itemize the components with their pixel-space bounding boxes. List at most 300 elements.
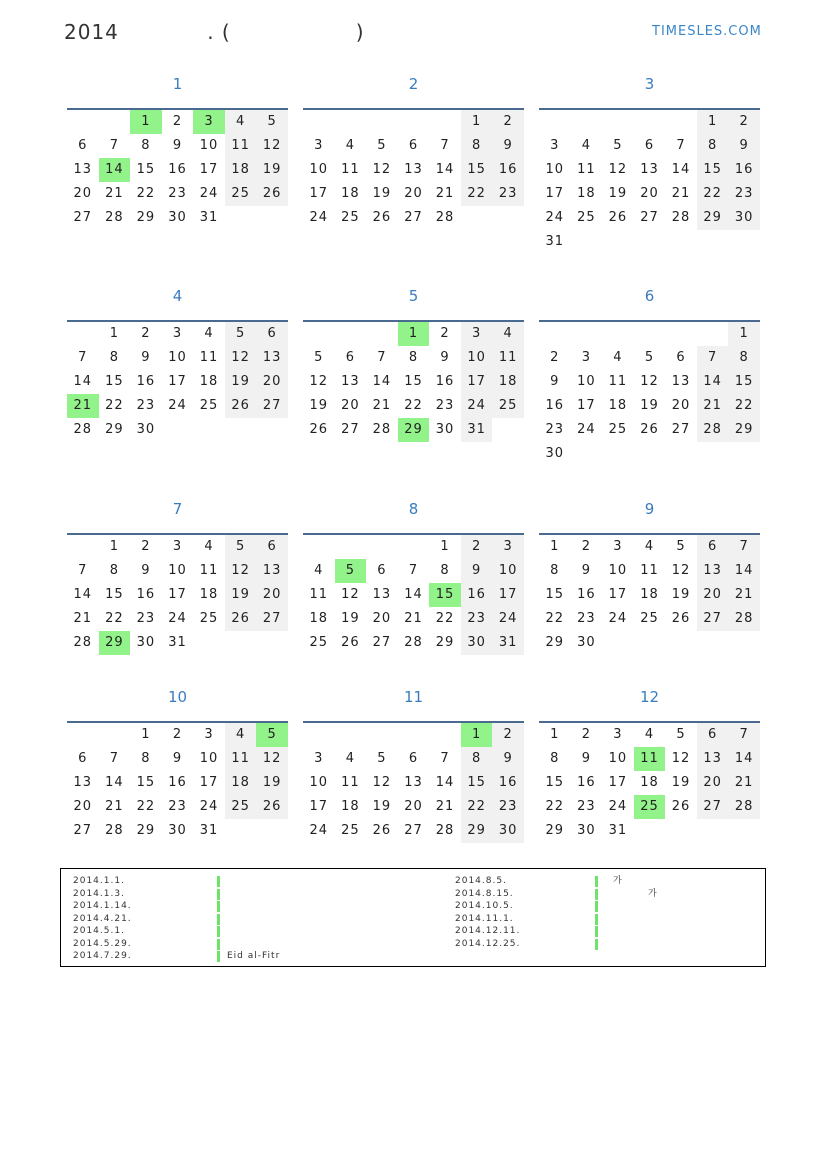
day-cell: 1 bbox=[550, 539, 560, 554]
day-cell: 21 bbox=[697, 394, 729, 418]
day-cell: 16 bbox=[492, 771, 524, 795]
day-cell: 11 bbox=[309, 587, 329, 602]
day-cell: 11 bbox=[341, 162, 360, 177]
day-cell: 28 bbox=[728, 795, 760, 819]
month-8 bbox=[303, 497, 524, 655]
day-cell: 6 bbox=[697, 535, 729, 559]
day-cell: 6 bbox=[676, 350, 686, 365]
day-cell: 6 bbox=[256, 535, 288, 559]
day-cell: 18 bbox=[640, 775, 659, 790]
day-cell: 21 bbox=[105, 186, 124, 201]
month-9 bbox=[539, 497, 760, 655]
day-cell: 28 bbox=[697, 418, 729, 442]
day-cell: 22 bbox=[105, 611, 124, 626]
day-cell: 22 bbox=[136, 186, 156, 201]
day-cell: 16 bbox=[461, 583, 493, 607]
day-cell: 3 bbox=[314, 138, 324, 153]
day-cell: 17 bbox=[168, 374, 187, 389]
day-cell: 4 bbox=[225, 723, 257, 747]
day-cell: 20 bbox=[256, 370, 288, 394]
day-cell: 20 bbox=[671, 398, 691, 413]
day-cell: 9 bbox=[141, 563, 151, 578]
day-cell: 7 bbox=[440, 138, 450, 153]
day-cell: 10 bbox=[461, 346, 493, 370]
day-cell: 9 bbox=[550, 374, 560, 389]
day-cell: 4 bbox=[492, 322, 524, 346]
day-cell: 5 bbox=[644, 350, 655, 365]
day-cell: 28 bbox=[435, 210, 455, 225]
day-cell: 13 bbox=[341, 374, 360, 389]
empty-cell bbox=[571, 110, 603, 134]
day-cell: 27 bbox=[697, 795, 729, 819]
empty-cell bbox=[571, 322, 603, 346]
holiday-list bbox=[60, 868, 766, 967]
day-cell: 18 bbox=[225, 158, 257, 182]
day-cell: 27 bbox=[256, 607, 288, 631]
day-cell: 20 bbox=[404, 799, 423, 814]
day-cell: 8 bbox=[141, 138, 151, 153]
day-cell: 12 bbox=[372, 162, 392, 177]
holiday-marker bbox=[217, 939, 220, 950]
month-title: 1 bbox=[172, 75, 183, 93]
day-cell: 22 bbox=[136, 799, 156, 814]
day-cell: 24 bbox=[199, 186, 219, 201]
day-cell: 8 bbox=[141, 751, 151, 766]
day-cell: 10 bbox=[608, 751, 628, 766]
day-cell: 7 bbox=[676, 138, 686, 153]
day-cell: 30 bbox=[492, 819, 524, 843]
day-cell: 14 bbox=[105, 775, 124, 790]
day-cell: 19 bbox=[256, 158, 288, 182]
day-cell: 11 bbox=[225, 747, 257, 771]
day-cell: 11 bbox=[577, 162, 596, 177]
day-cell: 18 bbox=[492, 370, 524, 394]
day-cell: 16 bbox=[577, 775, 596, 790]
day-cell: 6 bbox=[408, 138, 419, 153]
day-cell: 3 bbox=[492, 535, 524, 559]
empty-cell bbox=[398, 723, 430, 747]
holiday-day-cell: 14 bbox=[99, 158, 131, 182]
day-cell: 27 bbox=[671, 422, 691, 437]
day-cell: 6 bbox=[345, 350, 355, 365]
day-cell: 29 bbox=[105, 422, 124, 437]
day-cell: 14 bbox=[671, 162, 691, 177]
month-7 bbox=[67, 497, 288, 655]
day-cell: 5 bbox=[377, 751, 387, 766]
day-cell: 18 bbox=[608, 398, 628, 413]
month-grid bbox=[67, 721, 288, 843]
empty-cell bbox=[67, 535, 99, 559]
day-cell: 17 bbox=[461, 370, 493, 394]
day-cell: 28 bbox=[372, 422, 392, 437]
day-cell: 1 bbox=[461, 110, 493, 134]
holiday-date: 2014.4.21. bbox=[73, 913, 132, 924]
day-cell: 6 bbox=[408, 751, 419, 766]
day-cell: 12 bbox=[608, 162, 628, 177]
day-cell: 17 bbox=[199, 775, 219, 790]
day-cell: 30 bbox=[545, 446, 565, 461]
day-cell: 26 bbox=[225, 394, 257, 418]
day-cell: 22 bbox=[404, 398, 423, 413]
day-cell: 8 bbox=[408, 350, 419, 365]
month-1 bbox=[67, 72, 288, 230]
day-cell: 26 bbox=[256, 182, 288, 206]
day-cell: 16 bbox=[435, 374, 455, 389]
day-cell: 18 bbox=[309, 611, 329, 626]
day-cell: 10 bbox=[309, 162, 329, 177]
day-cell: 7 bbox=[408, 563, 419, 578]
day-cell: 20 bbox=[341, 398, 360, 413]
holiday-marker bbox=[595, 926, 598, 937]
day-cell: 1 bbox=[697, 110, 729, 134]
holiday-marker bbox=[595, 889, 598, 900]
month-title: 10 bbox=[167, 688, 188, 706]
day-cell: 19 bbox=[372, 799, 392, 814]
day-cell: 9 bbox=[440, 350, 450, 365]
day-cell: 20 bbox=[404, 186, 423, 201]
day-cell: 24 bbox=[309, 210, 329, 225]
site-link[interactable]: TIMESLES.COM bbox=[652, 24, 762, 39]
holiday-marker bbox=[217, 914, 220, 925]
day-cell: 21 bbox=[671, 186, 691, 201]
day-cell: 25 bbox=[199, 398, 219, 413]
day-cell: 19 bbox=[671, 775, 691, 790]
empty-cell bbox=[303, 535, 335, 559]
day-cell: 9 bbox=[492, 747, 524, 771]
day-cell: 16 bbox=[168, 162, 187, 177]
day-cell: 23 bbox=[168, 186, 187, 201]
month-title: 6 bbox=[644, 287, 655, 305]
day-cell: 14 bbox=[73, 374, 93, 389]
day-cell: 10 bbox=[309, 775, 329, 790]
empty-cell bbox=[366, 723, 398, 747]
holiday-marker bbox=[595, 939, 598, 950]
day-cell: 3 bbox=[204, 727, 214, 742]
day-cell: 13 bbox=[73, 775, 93, 790]
holiday-row bbox=[73, 913, 453, 926]
empty-cell bbox=[539, 110, 571, 134]
day-cell: 21 bbox=[435, 799, 455, 814]
day-cell: 13 bbox=[640, 162, 659, 177]
day-cell: 4 bbox=[225, 110, 257, 134]
day-cell: 23 bbox=[168, 799, 187, 814]
day-cell: 10 bbox=[492, 559, 524, 583]
day-cell: 15 bbox=[545, 587, 565, 602]
day-cell: 2 bbox=[141, 539, 151, 554]
day-cell: 30 bbox=[136, 635, 156, 650]
day-cell: 4 bbox=[314, 563, 324, 578]
month-grid bbox=[303, 108, 524, 230]
day-cell: 23 bbox=[545, 422, 565, 437]
day-cell: 22 bbox=[435, 611, 455, 626]
day-cell: 5 bbox=[613, 138, 623, 153]
day-cell: 4 bbox=[345, 751, 355, 766]
holiday-name: 가 bbox=[648, 888, 658, 899]
day-cell: 1 bbox=[728, 322, 760, 346]
day-cell: 6 bbox=[78, 751, 88, 766]
day-cell: 26 bbox=[671, 611, 691, 626]
month-10 bbox=[67, 685, 288, 843]
day-cell: 30 bbox=[577, 635, 596, 650]
day-cell: 27 bbox=[404, 210, 423, 225]
month-grid bbox=[303, 721, 524, 843]
day-cell: 9 bbox=[581, 563, 591, 578]
day-cell: 18 bbox=[341, 186, 360, 201]
day-cell: 25 bbox=[341, 823, 360, 838]
month-grid bbox=[67, 320, 288, 442]
day-cell: 22 bbox=[461, 182, 493, 206]
day-cell: 21 bbox=[435, 186, 455, 201]
day-cell: 13 bbox=[73, 162, 93, 177]
day-cell: 23 bbox=[577, 611, 596, 626]
day-cell: 13 bbox=[372, 587, 392, 602]
empty-cell bbox=[366, 322, 398, 346]
day-cell: 27 bbox=[404, 823, 423, 838]
day-cell: 3 bbox=[613, 727, 623, 742]
empty-cell bbox=[398, 110, 430, 134]
day-cell: 5 bbox=[314, 350, 324, 365]
day-cell: 16 bbox=[136, 587, 156, 602]
holiday-date: 2014.11.1. bbox=[455, 913, 514, 924]
day-cell: 22 bbox=[697, 182, 729, 206]
month-grid bbox=[539, 533, 760, 655]
day-cell: 8 bbox=[550, 751, 560, 766]
month-3 bbox=[539, 72, 760, 254]
holiday-marker bbox=[217, 926, 220, 937]
day-cell: 22 bbox=[545, 611, 565, 626]
day-cell: 29 bbox=[697, 206, 729, 230]
day-cell: 17 bbox=[608, 775, 628, 790]
day-cell: 26 bbox=[640, 422, 659, 437]
empty-cell bbox=[366, 535, 398, 559]
day-cell: 31 bbox=[168, 635, 187, 650]
day-cell: 8 bbox=[440, 563, 450, 578]
holiday-marker bbox=[595, 914, 598, 925]
day-cell: 22 bbox=[105, 398, 124, 413]
empty-cell bbox=[99, 723, 131, 747]
day-cell: 18 bbox=[199, 587, 219, 602]
holiday-day-cell: 3 bbox=[193, 110, 225, 134]
day-cell: 19 bbox=[671, 587, 691, 602]
day-cell: 12 bbox=[225, 346, 257, 370]
day-cell: 28 bbox=[105, 823, 124, 838]
day-cell: 28 bbox=[728, 607, 760, 631]
day-cell: 7 bbox=[109, 751, 119, 766]
day-cell: 19 bbox=[640, 398, 659, 413]
day-cell: 20 bbox=[640, 186, 659, 201]
day-cell: 2 bbox=[550, 350, 560, 365]
day-cell: 25 bbox=[608, 422, 628, 437]
day-cell: 7 bbox=[78, 563, 88, 578]
day-cell: 17 bbox=[545, 186, 565, 201]
holiday-date: 2014.8.5. bbox=[455, 876, 507, 886]
day-cell: 18 bbox=[199, 374, 219, 389]
month-title: 11 bbox=[403, 688, 424, 706]
holiday-row bbox=[455, 913, 755, 926]
empty-cell bbox=[335, 723, 367, 747]
month-title: 8 bbox=[408, 500, 419, 518]
day-cell: 7 bbox=[78, 350, 88, 365]
holiday-day-cell: 5 bbox=[335, 559, 367, 583]
day-cell: 10 bbox=[199, 751, 219, 766]
day-cell: 5 bbox=[377, 138, 387, 153]
empty-cell bbox=[602, 110, 634, 134]
day-cell: 12 bbox=[225, 559, 257, 583]
day-cell: 21 bbox=[728, 771, 760, 795]
day-cell: 31 bbox=[199, 210, 219, 225]
day-cell: 22 bbox=[461, 795, 493, 819]
day-cell: 15 bbox=[461, 158, 493, 182]
day-cell: 8 bbox=[697, 134, 729, 158]
day-cell: 8 bbox=[728, 346, 760, 370]
month-title: 2 bbox=[408, 75, 419, 93]
month-4 bbox=[67, 284, 288, 442]
day-cell: 1 bbox=[550, 727, 560, 742]
day-cell: 23 bbox=[577, 799, 596, 814]
day-cell: 25 bbox=[341, 210, 360, 225]
month-2 bbox=[303, 72, 524, 230]
day-cell: 25 bbox=[225, 795, 257, 819]
day-cell: 10 bbox=[168, 563, 187, 578]
day-cell: 28 bbox=[671, 210, 691, 225]
holiday-marker bbox=[217, 901, 220, 912]
day-cell: 20 bbox=[697, 583, 729, 607]
day-cell: 5 bbox=[676, 539, 686, 554]
month-grid bbox=[303, 533, 524, 655]
day-cell: 4 bbox=[581, 138, 591, 153]
holiday-row bbox=[73, 925, 453, 938]
holiday-day-cell: 25 bbox=[634, 795, 666, 819]
day-cell: 20 bbox=[697, 771, 729, 795]
holiday-day-cell: 1 bbox=[398, 322, 430, 346]
day-cell: 8 bbox=[461, 747, 493, 771]
day-cell: 29 bbox=[545, 635, 565, 650]
day-cell: 24 bbox=[309, 823, 329, 838]
day-cell: 4 bbox=[613, 350, 623, 365]
empty-cell bbox=[67, 322, 99, 346]
day-cell: 12 bbox=[640, 374, 659, 389]
day-cell: 20 bbox=[372, 611, 392, 626]
day-cell: 2 bbox=[728, 110, 760, 134]
day-cell: 13 bbox=[256, 559, 288, 583]
day-cell: 24 bbox=[492, 607, 524, 631]
day-cell: 24 bbox=[545, 210, 565, 225]
day-cell: 14 bbox=[728, 559, 760, 583]
day-cell: 15 bbox=[545, 775, 565, 790]
day-cell: 17 bbox=[199, 162, 219, 177]
day-cell: 12 bbox=[309, 374, 329, 389]
holiday-list-right bbox=[455, 875, 755, 950]
day-cell: 8 bbox=[550, 563, 560, 578]
day-cell: 26 bbox=[225, 607, 257, 631]
day-cell: 8 bbox=[109, 563, 119, 578]
day-cell: 27 bbox=[256, 394, 288, 418]
day-cell: 5 bbox=[676, 727, 686, 742]
day-cell: 7 bbox=[377, 350, 387, 365]
day-cell: 26 bbox=[256, 795, 288, 819]
holiday-date: 2014.5.29. bbox=[73, 938, 132, 949]
day-cell: 29 bbox=[461, 819, 493, 843]
holiday-date: 2014.12.25. bbox=[455, 938, 521, 949]
holiday-row bbox=[73, 900, 453, 913]
day-cell: 15 bbox=[105, 587, 124, 602]
month-title: 3 bbox=[644, 75, 655, 93]
day-cell: 14 bbox=[728, 747, 760, 771]
day-cell: 13 bbox=[404, 775, 423, 790]
month-11 bbox=[303, 685, 524, 843]
holiday-date: 2014.1.14. bbox=[73, 901, 132, 911]
month-12 bbox=[539, 685, 760, 843]
month-grid bbox=[539, 721, 760, 843]
holiday-row bbox=[455, 888, 755, 901]
day-cell: 31 bbox=[492, 631, 524, 655]
day-cell: 11 bbox=[640, 563, 659, 578]
day-cell: 2 bbox=[141, 326, 151, 341]
day-cell: 9 bbox=[581, 751, 591, 766]
day-cell: 26 bbox=[608, 210, 628, 225]
day-cell: 6 bbox=[78, 138, 88, 153]
day-cell: 14 bbox=[697, 370, 729, 394]
day-cell: 17 bbox=[577, 398, 596, 413]
day-cell: 25 bbox=[199, 611, 219, 626]
empty-cell bbox=[303, 723, 335, 747]
month-title: 4 bbox=[172, 287, 183, 305]
day-cell: 17 bbox=[168, 587, 187, 602]
day-cell: 24 bbox=[608, 611, 628, 626]
empty-cell bbox=[429, 110, 461, 134]
day-cell: 17 bbox=[309, 186, 329, 201]
holiday-row bbox=[73, 875, 453, 888]
day-cell: 1 bbox=[141, 727, 151, 742]
day-cell: 16 bbox=[168, 775, 187, 790]
holiday-marker bbox=[217, 889, 220, 900]
day-cell: 3 bbox=[550, 138, 560, 153]
day-cell: 9 bbox=[172, 138, 183, 153]
holiday-day-cell: 15 bbox=[429, 583, 461, 607]
day-cell: 28 bbox=[73, 635, 93, 650]
day-cell: 24 bbox=[577, 422, 596, 437]
day-cell: 29 bbox=[136, 210, 156, 225]
day-cell: 2 bbox=[440, 326, 450, 341]
holiday-date: 2014.1.1. bbox=[73, 876, 125, 886]
empty-cell bbox=[335, 110, 367, 134]
day-cell: 25 bbox=[309, 635, 329, 650]
day-cell: 28 bbox=[73, 422, 93, 437]
day-cell: 19 bbox=[256, 771, 288, 795]
day-cell: 12 bbox=[256, 134, 288, 158]
day-cell: 5 bbox=[225, 322, 257, 346]
holiday-day-cell: 1 bbox=[461, 723, 493, 747]
day-cell: 8 bbox=[461, 134, 493, 158]
day-cell: 6 bbox=[256, 322, 288, 346]
day-cell: 10 bbox=[608, 563, 628, 578]
day-cell: 13 bbox=[404, 162, 423, 177]
empty-cell bbox=[366, 110, 398, 134]
day-cell: 26 bbox=[341, 635, 360, 650]
day-cell: 19 bbox=[608, 186, 628, 201]
day-cell: 12 bbox=[671, 751, 691, 766]
empty-cell bbox=[429, 723, 461, 747]
holiday-row bbox=[73, 938, 453, 951]
day-cell: 3 bbox=[613, 539, 623, 554]
day-cell: 30 bbox=[728, 206, 760, 230]
day-cell: 1 bbox=[440, 539, 450, 554]
day-cell: 17 bbox=[608, 587, 628, 602]
day-cell: 2 bbox=[461, 535, 493, 559]
day-cell: 27 bbox=[341, 422, 360, 437]
day-cell: 3 bbox=[314, 751, 324, 766]
holiday-date: 2014.10.5. bbox=[455, 901, 514, 911]
